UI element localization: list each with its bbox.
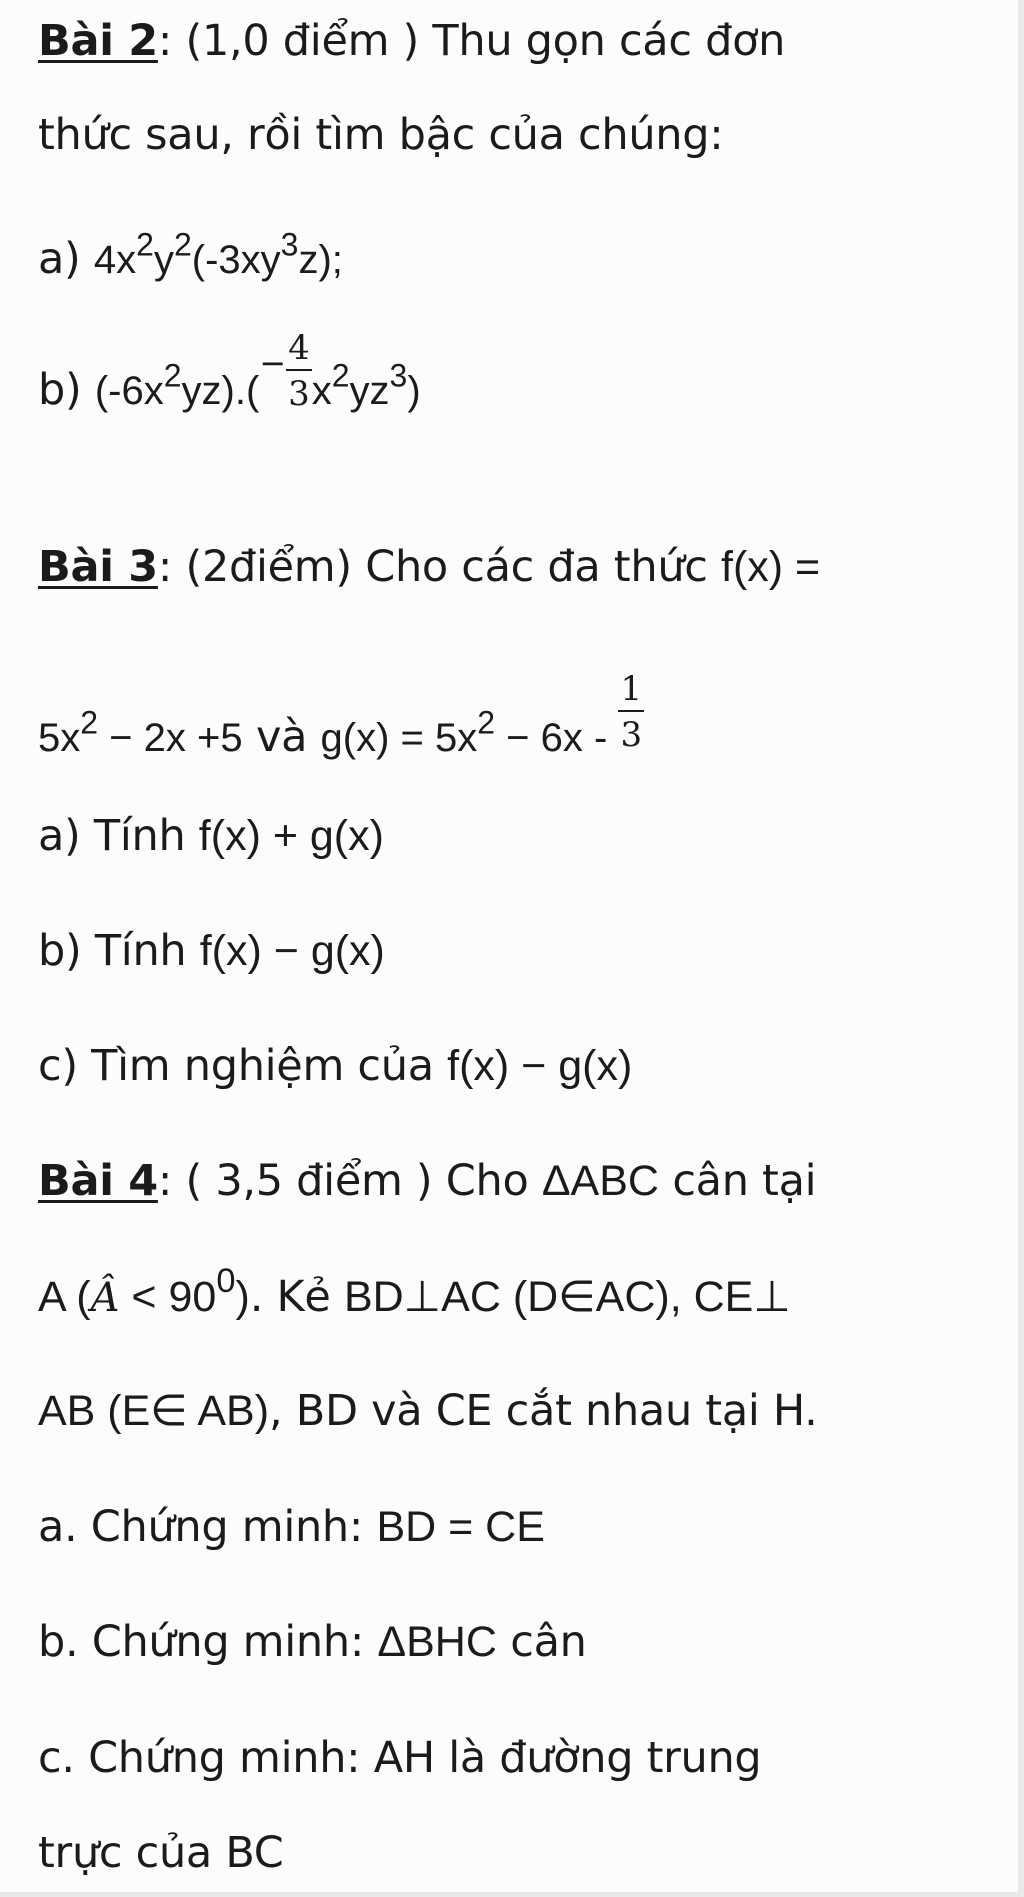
bai3-b-expression: f(x) − g(x) [199, 927, 385, 975]
bai3-g-fraction [618, 669, 644, 755]
bai2-b-expression-end: $x^2yz^3$) [311, 357, 421, 414]
bai2-b-frac-sign: − [259, 344, 287, 383]
bai2-heading [38, 16, 786, 66]
bai4-a-label: a. Chứng minh: [38, 1502, 377, 1552]
bai4-b-label: b. Chứng minh: [38, 1617, 378, 1667]
bai3-title: Bài 3 [38, 542, 158, 592]
page-right-border [1018, 0, 1024, 1897]
bai4-title: Bài 4 [38, 1156, 158, 1206]
bai2-b-fraction [286, 328, 312, 414]
bai4-line3-math: AB (E∈ AB) [38, 1387, 270, 1435]
bai3-intro: : (2điểm) Cho các đa thức [157, 542, 721, 592]
bai3-c-expression: f(x) − g(x) [447, 1042, 633, 1090]
bai2-b-frac-num: 4 [286, 331, 312, 371]
bai3-a-label: a) Tính [38, 811, 199, 861]
bai4-b-expression: ΔBHC [377, 1618, 497, 1666]
bai3-va: và [242, 712, 321, 763]
bai4-c-line2: trực của BC [38, 1828, 284, 1878]
bai2-intro-2: thức sau, rồi tìm bậc của chúng: [38, 110, 724, 160]
bai4-item-c-line2 [38, 1828, 284, 1878]
bai2-intro-1: : (1,0 điểm ) Thu gọn các đơn [157, 16, 786, 66]
bai4-item-b [38, 1617, 587, 1667]
page-bottom-border [0, 1892, 1024, 1897]
bai4-a-expression: BD = CE [376, 1503, 545, 1551]
bai2-b-label: b) [38, 365, 95, 416]
bai3-gx: $g(x) = 5x^2 - 6x$ - [320, 704, 619, 761]
bai4-line2-a: A ( [38, 1273, 91, 1321]
bai2-a-label: a) [38, 234, 94, 284]
bai4-intro-pre: : ( 3,5 điểm ) Cho [157, 1156, 542, 1206]
bai2-title: Bài 2 [38, 16, 158, 66]
bai3-item-c [38, 1041, 633, 1091]
bai3-c-label: c) Tìm nghiệm của [38, 1041, 448, 1091]
bai3-heading [38, 542, 821, 592]
bai4-line2-math: BD⊥AC (D∈AC), CE⊥ [343, 1273, 791, 1321]
bai4-intro-post: cân tại [658, 1156, 817, 1206]
bai4-angle-ineq: < $90^0$) [119, 1262, 250, 1321]
bai4-angle-a-hat: Â [90, 1275, 120, 1321]
bai3-fx-rhs: $5x^2 - 2x +5$ [38, 704, 243, 761]
bai4-c-line1: c. Chứng minh: AH là đường trung [38, 1733, 762, 1783]
bai2-item-a [38, 226, 343, 284]
bai3-polynomials [38, 669, 644, 780]
bai4-item-a [38, 1502, 545, 1552]
bai4-line2-rest: . Kẻ [249, 1272, 344, 1322]
bai4-item-c-line1 [38, 1733, 762, 1783]
bai4-line3 [38, 1386, 818, 1436]
bai3-fx-lhs: f(x) = [721, 543, 821, 591]
bai2-b-expression-start: $(-6x^2yz)$.( [94, 357, 260, 414]
bai4-line2 [38, 1262, 791, 1322]
bai3-a-expression: f(x) + g(x) [198, 812, 384, 860]
bai2-a-expression: $4x^2y^2(-3xy^3z)$; [93, 226, 343, 282]
bai3-item-b [38, 926, 385, 976]
bai3-g-frac-den: 3 [620, 715, 643, 755]
bai4-triangle: ΔABC [541, 1157, 659, 1205]
bai3-g-frac-num: 1 [618, 672, 644, 712]
bai2-item-b [38, 328, 421, 433]
bai3-item-a [38, 811, 384, 861]
bai2-b-frac-den: 3 [288, 374, 310, 414]
bai3-b-label: b) Tính [38, 926, 200, 976]
bai4-line3-rest: , BD và CE cắt nhau tại H. [269, 1386, 818, 1436]
bai4-b-tail: cân [496, 1617, 587, 1667]
bai2-intro-line2 [38, 110, 724, 160]
bai4-heading [38, 1156, 817, 1206]
